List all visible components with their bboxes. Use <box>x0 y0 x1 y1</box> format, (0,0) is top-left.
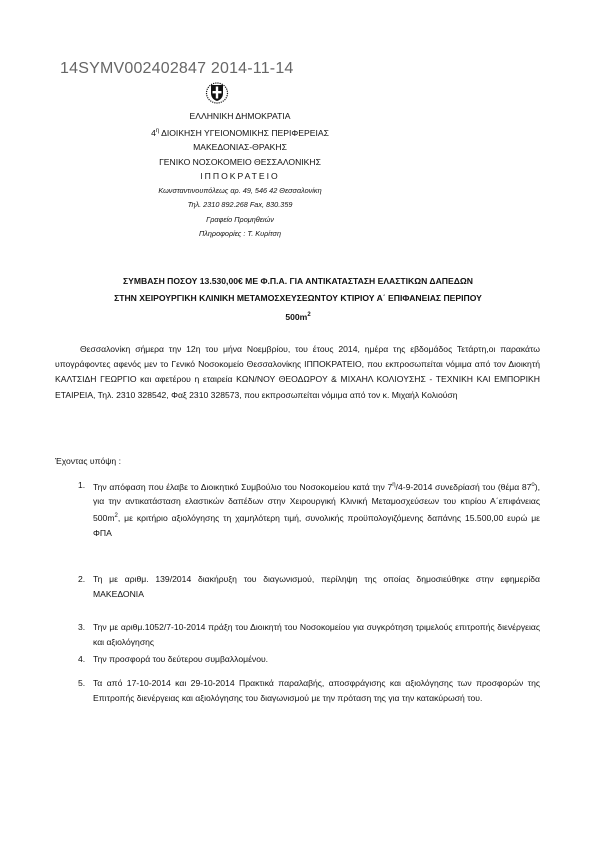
header-info: Πληροφορίες : Τ. Κυρίτση <box>198 229 282 239</box>
title-line-2: ΣΤΗΝ ΧΕΙΡΟΥΡΓΙΚΗ ΚΛΙΝΙΚΗ ΜΕΤΑΜΟΣΧΕΥΣΕΩΝΤΟΥ ΚΤΙΡΙΟΥ Α΄ ΕΠΙΦΑΝΕΙΑΣ ΠΕΡΙΠΟΥ <box>114 293 482 303</box>
contract-paragraph: Θεσσαλονίκη σήμερα την 12η του μήνα Νοεμβρίου, του έτους 2014, ημέρα της εβδομάδος Τετάρτη,οι παρακάτω υπογράφοντες αφενός μεν το Γενικό Νοσοκομείο Θεσσαλονίκης ΙΠΠΟΚΡΑΤΕΙΟ, που εκπροσωπείται νόμιμα από τον Διοικητή ΚΑΛΤΣΙΔΗ ΓΕΩΡΓΙΟ και αφετέρου η εταιρεία ΚΩΝ/ΝΟΥ ΘΕΟΔΩΡΟΥ & ΜΙΧΑΗΛ ΚΟΛΙΟΥΣΗΣ - ΤΕΧΝΙΚΗ ΚΑΙ ΕΜΠΟΡΙΚΗ ΕΤΑΙΡΕΙΑ, Τηλ. 2310 328542, Φαξ 2310 328573, που εκπροσωπείται νόμιμα από τον κ. Μιχαήλ Κολιούση <box>55 344 540 400</box>
header-address: Κωνσταντινουπόλεως αρ. 49, 546 42 Θεσσαλονίκη <box>158 185 322 195</box>
considering-heading: Έχοντας υπόψη : <box>55 456 121 466</box>
list-item: 1. Την απόφαση που έλαβε το Διοικητικό Συμβούλιο του Νοσοκομείου κατά την $7^\eta/4-9-2014$ συνεδρίασή του (θέμα $87^o$), για την αντικατάσταση ελαστικών δαπέδων στην Χειρουργική Κλινική Μεταμοσχεύσεων του κτιρίου Α΄επιφάνειας $500m^2$, με κριτήριο αξιολόγησης τη χαμηλότερη τιμή, συνολικής προϋπολογιζόμενης δαπάνης 15.500,00 ευρώ με ΦΠΑ <box>78 480 540 538</box>
greek-coat-of-arms-icon <box>205 80 229 104</box>
title-line-1: ΣΥΜΒΑΣΗ ΠΟΣΟΥ 13.530,00€ ΜΕ Φ.Π.Α. ΓΙΑ ΑΝΤΙΚΑΤΑΣΤΑΣΗ ΕΛΑΣΤΙΚΩΝ ΔΑΠΕΔΩΝ <box>122 276 474 286</box>
header-line-4: ΓΕΝΙΚΟ ΝΟΣΟΚΟΜΕΙΟ ΘΕΣΣΑΛΟΝΙΚΗΣ <box>159 156 321 167</box>
list-item: 5. Τα από 17-10-2014 και 29-10-2014 Πρακτικά παραλαβής, αποσφράγισης και αξιολόγησης των προσφορών της Επιτροπής διενέργειας και αξιολόγησης του διαγωνισμού με την πρόταση της για την κατακύρωσή του. <box>78 678 540 703</box>
list-item: 2. Τη με αριθμ. 139/2014 διακήρυξη του διαγωνισμού, περίληψη της οποίας δημοσιεύθηκε στην εφημερίδα ΜΑΚΕΔΟΝΙΑ <box>78 574 540 599</box>
header-line-2: $4^\eta$ ΔΙΟΙΚΗΣΗ ΥΓΕΙΟΝΟΜΙΚΗΣ ΠΕΡΙΦΕΡΕΙΑΣ <box>151 127 329 138</box>
header-office: Γραφείο Προμηθειών <box>206 214 274 224</box>
header-phone: Τηλ. 2310 892.268 Fax, 830.359 <box>187 200 293 210</box>
list-item: 4. Την προσφορά του δεύτερου συμβαλλομένου. <box>78 654 269 664</box>
header-line-3: ΜΑΚΕΔΟΝΙΑΣ-ΘΡΑΚΗΣ <box>193 142 287 153</box>
list-item: 3. Την με αριθμ.1052/7-10-2014 πράξη του Διοικητή του Νοσοκομείου για συγκρότηση τριμελούς επιτροπής διενέργειας και αξιολόγησης <box>78 622 540 647</box>
header-line-5: ΙΠΠΟΚΡΑΤΕΙΟ <box>200 171 280 182</box>
document-stamp: 14SYMV002402847 2014-11-14 <box>60 60 294 77</box>
header-line-1: ΕΛΛΗΝΙΚΗ ΔΗΜΟΚΡΑΤΙΑ <box>189 111 291 121</box>
title-line-3: $500m^2$ <box>285 311 311 322</box>
contract-title <box>56 273 540 326</box>
letterhead <box>100 109 380 241</box>
